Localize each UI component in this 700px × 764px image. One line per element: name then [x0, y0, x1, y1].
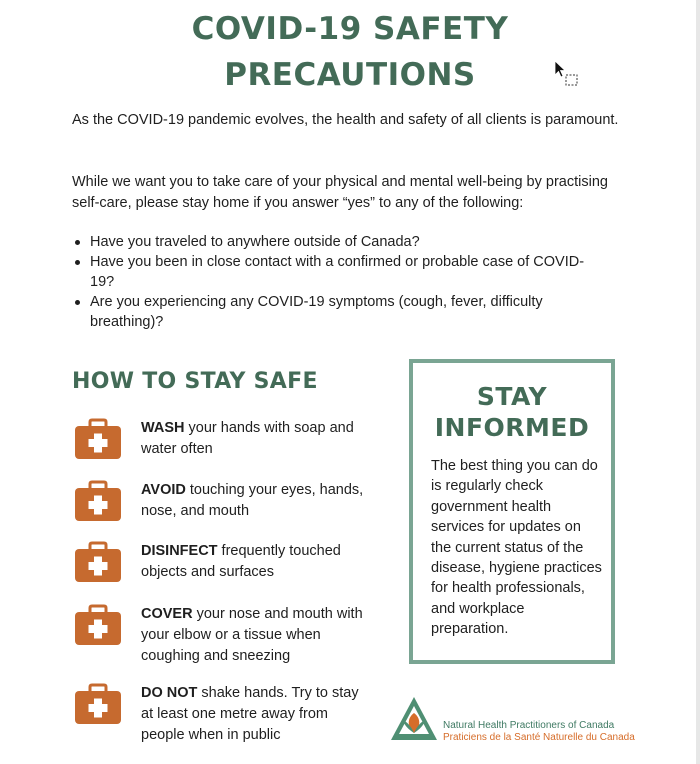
tip-description: touching your eyes, hands, nose, and mouth: [141, 482, 364, 519]
logo-name-english: Natural Health Practitioners of Canada: [443, 720, 615, 731]
tip-wash: [74, 418, 364, 482]
tip-keyword: DISINFECT: [141, 543, 218, 559]
intro-paragraph-2: While we want you to take care of your physical and mental well-being by practising self-care, please stay home if you answer “yes” to any of the following:: [72, 174, 608, 211]
tip-keyword: AVOID: [141, 482, 186, 498]
tip-description: shake hands. Try to stay at least one metre away from people when in public: [141, 685, 359, 743]
page-edge-divider: [696, 0, 700, 764]
question-item: Have you traveled to anywhere outside of Canada?: [72, 232, 592, 252]
tip-text: [141, 541, 369, 583]
tip-text: [141, 683, 369, 746]
first-aid-kit-icon: [74, 541, 122, 583]
tip-text: [141, 418, 369, 460]
first-aid-kit-icon: [74, 418, 122, 460]
stay-informed-heading-line-2: INFORMED: [434, 413, 590, 442]
organization-logo: [388, 693, 638, 743]
tip-text: [141, 480, 369, 522]
tip-keyword: WASH: [141, 420, 185, 436]
tip-text: [141, 604, 369, 667]
tip-description: frequently touched objects and surfaces: [141, 543, 341, 580]
stay-informed-box: [409, 359, 615, 664]
page-title: [0, 6, 700, 98]
first-aid-kit-icon: [74, 480, 122, 522]
tip-description: your nose and mouth with your elbow or a tissue when coughing and sneezing: [141, 606, 363, 664]
intro-paragraph-1: As the COVID-19 pandemic evolves, the health and safety of all clients is paramount.: [72, 112, 619, 128]
tip-disinfect: [74, 541, 364, 605]
leaf-triangle-logo-icon: [388, 693, 440, 743]
title-line-2: PRECAUTIONS: [224, 57, 476, 93]
logo-name-french: Praticiens de la Santé Naturelle du Canada: [443, 732, 635, 743]
screening-questions-list: [72, 232, 592, 332]
mouse-cursor-icon: [553, 60, 579, 88]
tip-keyword: DO NOT: [141, 685, 198, 701]
stay-informed-body: The best thing you can do is regularly check government health services for updates on the current status of the disease, hygiene practices for health professionals, and workplace preparation.: [431, 458, 602, 638]
tip-do-not-shake: [74, 683, 364, 747]
tip-cover: [74, 604, 364, 668]
title-line-1: COVID-19 SAFETY: [191, 11, 509, 47]
question-item: Have you been in close contact with a confirmed or probable case of COVID-19?: [72, 252, 592, 292]
first-aid-kit-icon: [74, 604, 122, 646]
first-aid-kit-icon: [74, 683, 122, 725]
question-item: Are you experiencing any COVID-19 symptoms (cough, fever, difficulty breathing)?: [72, 292, 592, 332]
tip-avoid: [74, 480, 364, 544]
tip-keyword: COVER: [141, 606, 193, 622]
stay-informed-heading: [413, 381, 611, 443]
tip-description: your hands with soap and water often: [141, 420, 354, 457]
stay-informed-heading-line-1: STAY: [476, 382, 548, 411]
how-to-stay-safe-heading: HOW TO STAY SAFE: [72, 369, 318, 394]
